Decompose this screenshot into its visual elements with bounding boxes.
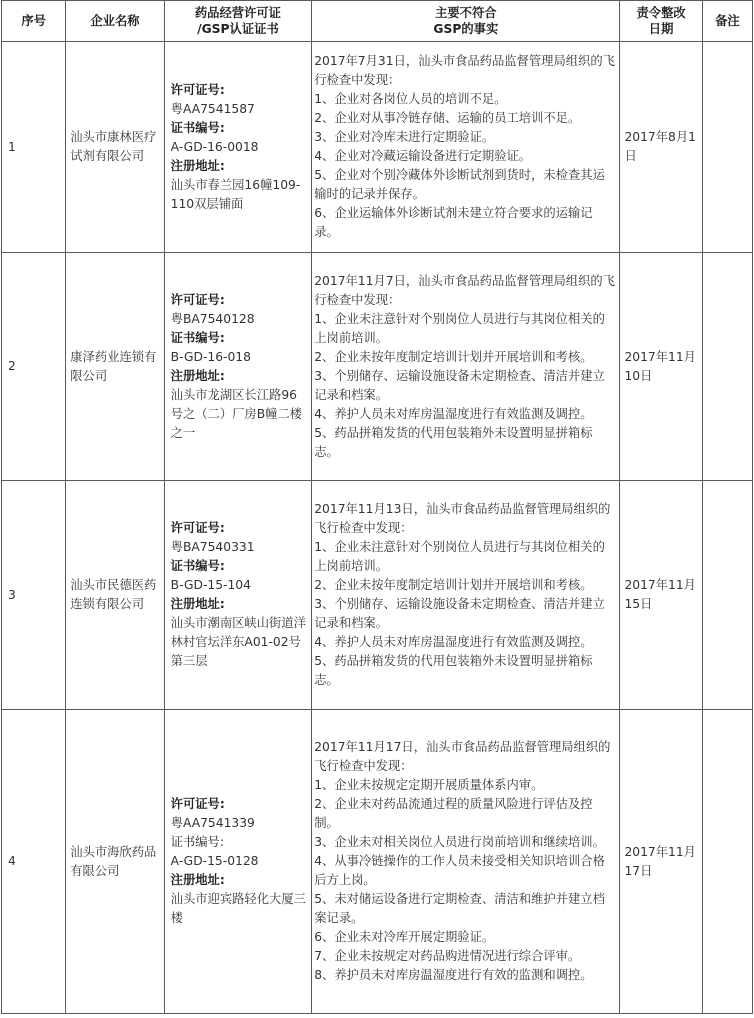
header-note: 备注 bbox=[702, 1, 752, 42]
fact-item: 5、企业对个别冷藏体外诊断试剂到货时，未检查其运输时的记录并保存。 bbox=[314, 168, 605, 201]
company-name: 汕头市民德医药连锁有限公司 bbox=[66, 481, 164, 710]
license-label: 许可证号: bbox=[170, 292, 225, 307]
row-no: 4 bbox=[2, 710, 66, 1014]
cert-number: B-GD-15-104 bbox=[170, 578, 251, 592]
license-label: 许可证号: bbox=[170, 521, 225, 535]
table-row bbox=[2, 481, 753, 710]
fact-item: 6、企业运输体外诊断试剂未建立符合要求的运输记录。 bbox=[314, 206, 593, 239]
header-license bbox=[164, 1, 312, 42]
row-no: 1 bbox=[2, 42, 66, 253]
note-cell bbox=[702, 253, 752, 481]
cert-number: A-GD-16-0018 bbox=[170, 139, 259, 154]
fact-item: 2、企业未对药品流通过程的质量风险进行评估及控制。 bbox=[314, 797, 593, 830]
cert-number: B-GD-16-018 bbox=[170, 349, 251, 364]
fact-item: 1、企业对各岗位人员的培训不足。 bbox=[314, 92, 507, 106]
enforcement-table bbox=[1, 0, 753, 1014]
header-license-line1: 药品经营许可证 bbox=[194, 6, 281, 20]
fact-item: 2017年11月17日，汕头市食品药品监督管理局组织的飞行检查中发现： bbox=[314, 740, 611, 773]
license-cell bbox=[164, 710, 312, 1014]
license-number: 粤BA7540331 bbox=[170, 540, 255, 554]
cert-label: 证书编号: bbox=[170, 559, 225, 573]
fact-item: 2017年11月7日，汕头市食品药品监督管理局组织的飞行检查中发现： bbox=[314, 273, 615, 307]
fact-item: 3、个别储存、运输设施设备未定期检查、清洁并建立记录和档案。 bbox=[314, 368, 605, 402]
note-cell bbox=[702, 710, 752, 1014]
fact-item: 4、养护人员未对库房温湿度进行有效监测及调控。 bbox=[314, 406, 593, 421]
license-number: 粤AA7541587 bbox=[170, 101, 255, 116]
facts-cell bbox=[312, 42, 620, 253]
deadline-date: 2017年11月17日 bbox=[620, 710, 702, 1014]
header-facts-line1: 主要不符合 bbox=[435, 6, 497, 20]
fact-item: 3、企业未对相关岗位人员进行岗前培训和继续培训。 bbox=[314, 835, 605, 849]
fact-item: 4、从事冷链操作的工作人员未接受相关知识培训合格后方上岗。 bbox=[314, 854, 605, 887]
fact-item: 1、企业未注意针对个别岗位人员进行与其岗位相关的上岗前培训。 bbox=[314, 311, 605, 345]
header-company-name: 企业名称 bbox=[66, 1, 164, 42]
license-cell bbox=[164, 253, 312, 481]
address-label: 注册地址: bbox=[170, 158, 225, 173]
fact-item: 5、药品拼箱发货的代用包装箱外未设置明显拼箱标志。 bbox=[314, 425, 593, 459]
fact-item: 4、企业对冷藏运输设备进行定期验证。 bbox=[314, 149, 532, 163]
header-facts bbox=[312, 1, 620, 42]
facts-cell bbox=[312, 710, 620, 1014]
header-license-line2: /GSP认证证书 bbox=[197, 22, 279, 36]
fact-item: 1、企业未按规定定期开展质量体系内审。 bbox=[314, 778, 544, 792]
fact-item: 2、企业对从事冷链存储、运输的员工培训不足。 bbox=[314, 111, 581, 125]
license-cell bbox=[164, 42, 312, 253]
address-label: 注册地址: bbox=[170, 597, 225, 611]
company-name: 汕头市康林医疗试剂有限公司 bbox=[66, 42, 164, 253]
deadline-date: 2017年11月15日 bbox=[620, 481, 702, 710]
facts-cell bbox=[312, 253, 620, 481]
company-name: 汕头市海欣药品有限公司 bbox=[66, 710, 164, 1014]
license-cell bbox=[164, 481, 312, 710]
header-deadline-line2: 日期 bbox=[648, 22, 674, 36]
license-label: 许可证号: bbox=[170, 797, 225, 811]
header-deadline bbox=[620, 1, 702, 42]
address-label: 注册地址: bbox=[170, 873, 225, 887]
cert-label: 证书编号: bbox=[170, 120, 225, 135]
deadline-date: 2017年11月10日 bbox=[620, 253, 702, 481]
row-no: 2 bbox=[2, 253, 66, 481]
license-number: 粤BA7540128 bbox=[170, 311, 255, 326]
cert-number: A-GD-15-0128 bbox=[170, 854, 259, 868]
fact-item: 5、未对储运设备进行定期检查、清洁和维护并建立档案记录。 bbox=[314, 892, 605, 925]
cert-label: 证书编号: bbox=[170, 330, 225, 345]
table-row bbox=[2, 253, 753, 481]
header-no: 序号 bbox=[2, 1, 66, 42]
fact-item: 2、企业未按年度制定培训计划并开展培训和考核。 bbox=[314, 349, 593, 364]
table-row bbox=[2, 42, 753, 253]
cert-label: 证书编号: bbox=[170, 835, 224, 849]
note-cell bbox=[702, 481, 752, 710]
note-cell bbox=[702, 42, 752, 253]
fact-item: 2017年11月13日，汕头市食品药品监督管理局组织的飞行检查中发现： bbox=[314, 502, 611, 535]
company-name: 康泽药业连锁有限公司 bbox=[66, 253, 164, 481]
fact-item: 8、养护员未对库房温湿度进行有效的监测和调控。 bbox=[314, 968, 593, 982]
deadline-date: 2017年8月1日 bbox=[620, 42, 702, 253]
row-no: 3 bbox=[2, 481, 66, 710]
registered-address: 汕头市迎宾路轻化大厦三楼 bbox=[170, 892, 306, 925]
fact-item: 5、药品拼箱发货的代用包装箱外未设置明显拼箱标志。 bbox=[314, 654, 593, 687]
fact-item: 2017年7月31日，汕头市食品药品监督管理局组织的飞行检查中发现： bbox=[314, 54, 615, 87]
registered-address: 汕头市潮南区峡山街道洋林村官坛洋东A01-02号第三层 bbox=[170, 616, 306, 668]
registered-address: 汕头市龙湖区长江路96号之（二）厂房B幢二楼之一 bbox=[170, 387, 303, 440]
fact-item: 4、养护人员未对库房温湿度进行有效监测及调控。 bbox=[314, 635, 593, 649]
facts-cell bbox=[312, 481, 620, 710]
fact-item: 6、企业未对冷库开展定期验证。 bbox=[314, 930, 495, 944]
license-number: 粤AA7541339 bbox=[170, 816, 255, 830]
header-facts-line2: GSP的事实 bbox=[433, 22, 499, 36]
fact-item: 1、企业未注意针对个别岗位人员进行与其岗位相关的上岗前培训。 bbox=[314, 540, 605, 573]
header-deadline-line1: 责令整改 bbox=[636, 6, 686, 20]
fact-item: 7、企业未按规定对药品购进情况进行综合评审。 bbox=[314, 949, 581, 963]
fact-item: 3、个别储存、运输设施设备未定期检查、清洁并建立记录和档案。 bbox=[314, 597, 605, 630]
table-row bbox=[2, 710, 753, 1014]
fact-item: 3、企业对冷库未进行定期验证。 bbox=[314, 130, 495, 144]
license-label: 许可证号: bbox=[170, 82, 225, 97]
header-row bbox=[2, 1, 753, 42]
registered-address: 汕头市春兰园16幢109-110双层铺面 bbox=[170, 177, 301, 211]
fact-item: 2、企业未按年度制定培训计划并开展培训和考核。 bbox=[314, 578, 593, 592]
address-label: 注册地址: bbox=[170, 368, 225, 383]
